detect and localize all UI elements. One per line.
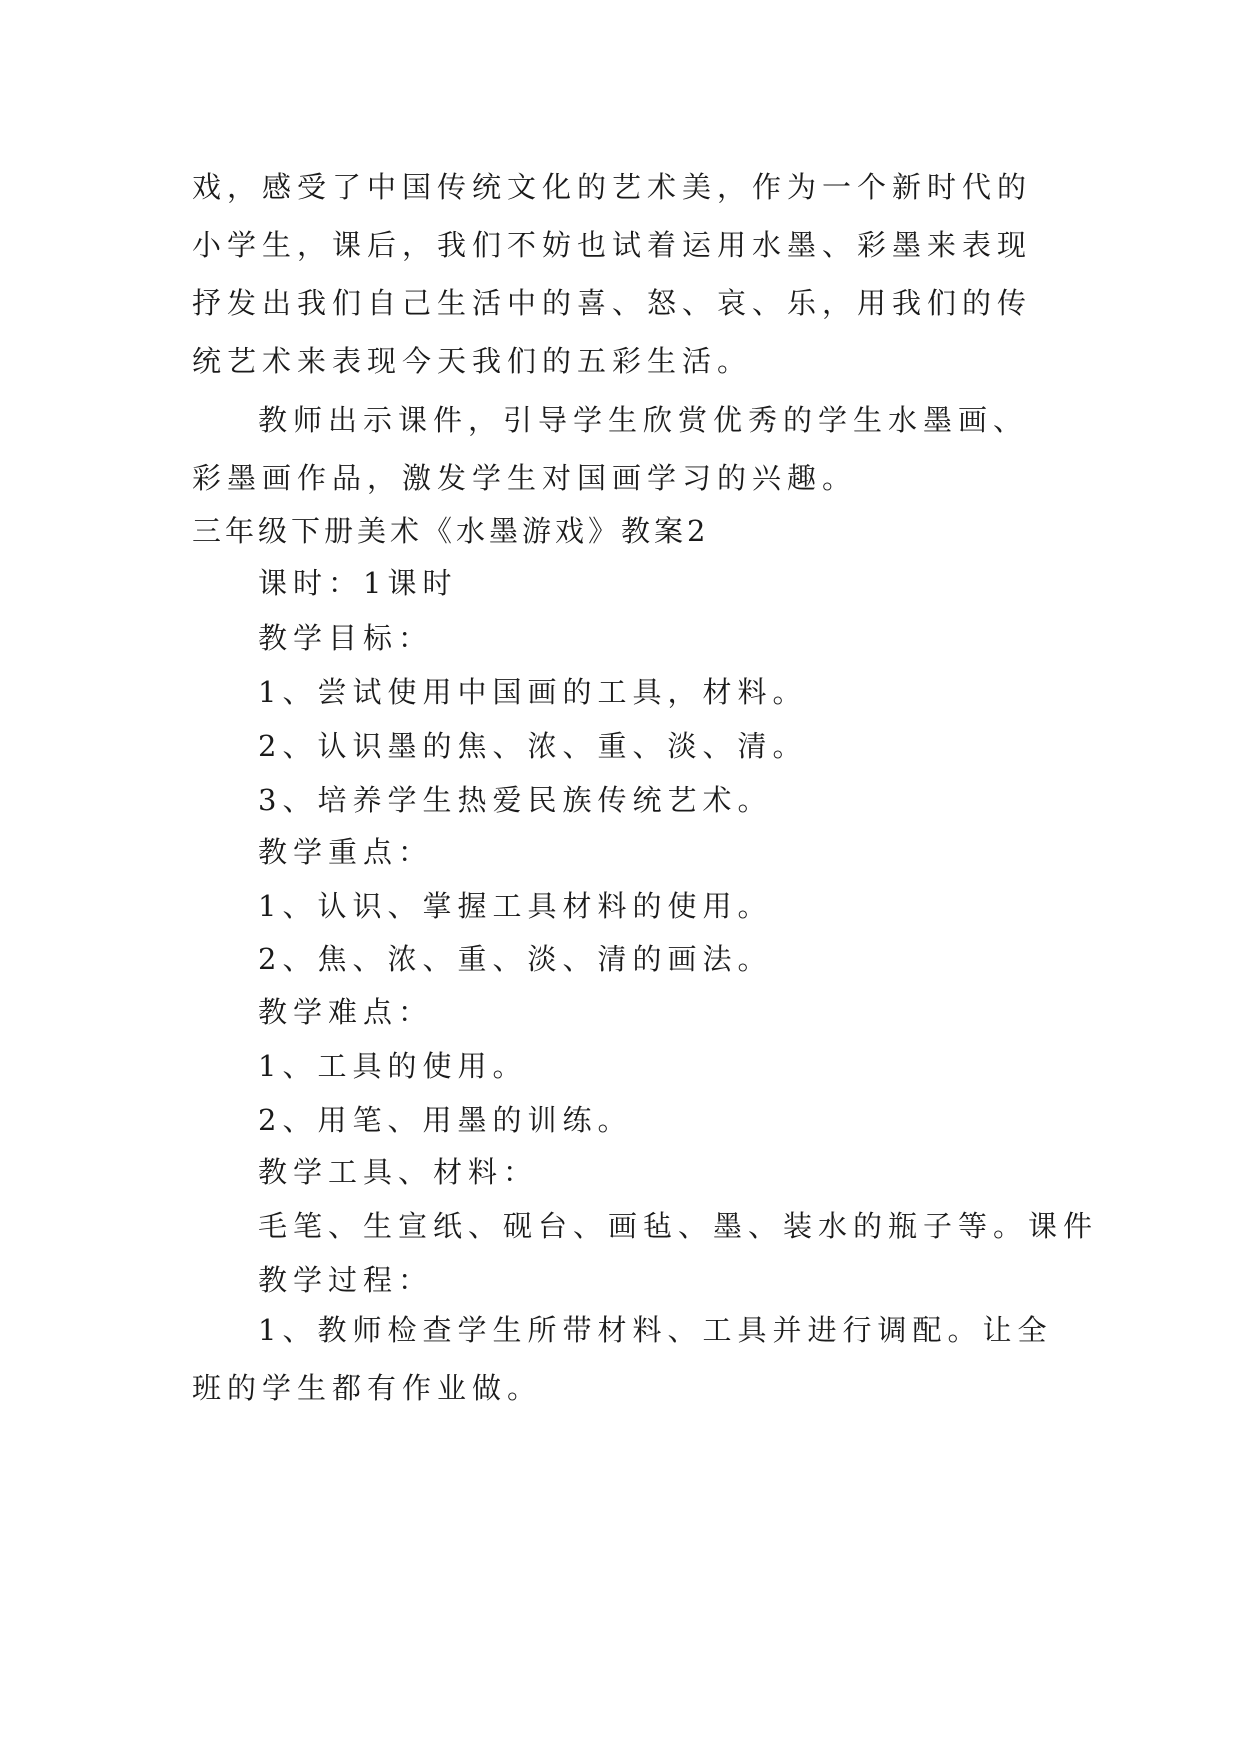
- teaching-process-step: 1、教师检查学生所带材料、工具并进行调配。让全班的学生都有作业做。: [192, 1313, 1053, 1405]
- paragraph-intro-continuation: 戏，感受了中国传统文化的艺术美，作为一个新时代的小学生，课后，我们不妨也试着运用水墨、彩墨来表现抒发出我们自己生活中的喜、怒、哀、乐，用我们的传统艺术来表现今天我们的五彩生活。: [192, 170, 1033, 378]
- teaching-difficulty-item: 1、工具的使用。: [258, 1049, 528, 1083]
- teaching-process-label: 教学过程：: [258, 1263, 434, 1297]
- teaching-key-points-label: 教学重点：: [258, 835, 434, 869]
- lesson-plan-heading: 三年级下册美术《水墨游戏》教案2: [192, 514, 710, 548]
- lesson-period: 课时：1课时: [258, 566, 458, 600]
- paragraph-teacher-shows: 教师出示课件，引导学生欣赏优秀的学生水墨画、彩墨画作品，激发学生对国画学习的兴趣。: [192, 403, 1029, 495]
- teaching-key-point-item: 2、焦、浓、重、淡、清的画法。: [258, 942, 773, 976]
- teaching-goal-item: 3、培养学生热爱民族传统艺术。: [258, 783, 773, 817]
- teaching-goals-label: 教学目标：: [258, 621, 434, 655]
- teaching-difficulties-label: 教学难点：: [258, 995, 434, 1029]
- teaching-key-point-item: 1、认识、掌握工具材料的使用。: [258, 889, 773, 923]
- teaching-tools-label: 教学工具、材料：: [258, 1155, 539, 1189]
- teaching-goal-item: 2、认识墨的焦、浓、重、淡、清。: [258, 729, 808, 763]
- teaching-difficulty-item: 2、用笔、用墨的训练。: [258, 1103, 633, 1137]
- teaching-tools-list: 毛笔、生宣纸、砚台、画毡、墨、装水的瓶子等。课件: [258, 1209, 1099, 1243]
- teaching-goal-item: 1、尝试使用中国画的工具，材料。: [258, 675, 808, 709]
